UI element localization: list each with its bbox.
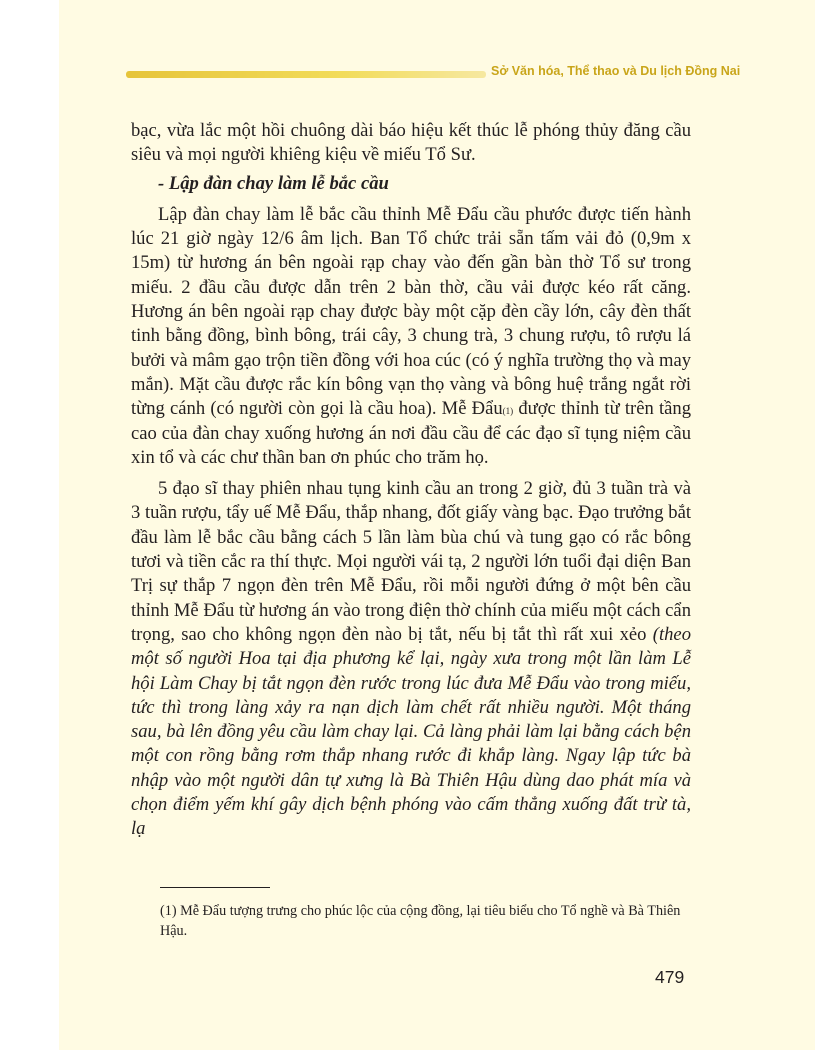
footnote [160,901,695,941]
page-number: 479 [655,967,685,987]
section-heading: - Lập đàn chay làm lễ bắc cầu [158,172,389,194]
paragraph-lap-dan-chay [131,203,691,470]
header-accent-bar [126,71,486,78]
book-page [59,0,815,1050]
footnote-text: (1) Mễ Đẩu tượng trưng cho phúc lộc của cộng đồng, lại tiêu biểu cho Tổ nghề và Bà Thiên Hậu. [160,903,681,939]
running-header: Sở Văn hóa, Thể thao và Du lịch Đồng Nai [491,64,741,78]
paragraph-italic-text: (theo một số người Hoa tại địa phương kể lại, ngày xưa trong một lần làm Lễ hội Làm Chay bị tắt ngọn đèn rước trong lúc đưa Mễ Đẩu vào trong miếu, tức thì trong làng xảy ra nạn dịch làm chết rất nhiều người. Một tháng sau, bà lên đồng yêu cầu làm chay lại. Cả làng phải làm lại bằng cách bện một con rồng bằng rơm thắp nhang rước đi khắp làng. Ngay lập tức bà nhập vào một người dân tự xưng là Bà Thiên Hậu dùng dao phát mía và chọn điểm yếm khí gây dịch bệnh phóng vào cấm thẳng xuống đất trừ tà, lạ [131,623,691,840]
paragraph-text: được thỉnh từ trên tầng cao của đàn chay xuống hương án nơi đầu cầu để các đạo sĩ tụng niệm cầu xin tổ và các chư thần ban ơn phúc cho trăm họ. [131,398,691,468]
main-text [131,119,691,842]
paragraph-text: 5 đạo sĩ thay phiên nhau tụng kinh cầu an trong 2 giờ, đủ 3 tuần trà và 3 tuần rượu, tẩy uế Mễ Đẩu, thắp nhang, đốt giấy vàng bạc. Đạo trưởng bắt đầu làm lễ bắc cầu bằng cách 5 lần làm bùa chú và tung gạo có rắc bông tươi và tiền cắc ra thí thực. Mọi người vái tạ, 2 người lớn tuổi đại diện Ban Trị sự thắp 7 ngọn đèn trên Mễ Đẩu, rồi mỗi người đứng ở một bên cầu thỉnh Mễ Đẩu từ hương án vào trong điện thờ chính của miếu một cách cẩn trọng, sao cho không ngọn đèn nào bị tắt, nếu bị tắt thì rất xui xẻo [131,478,691,645]
footnote-divider [160,887,270,888]
paragraph-dao-si [131,477,691,841]
paragraph-text: Lập đàn chay làm lễ bắc cầu thỉnh Mễ Đẩu cầu phước được tiến hành lúc 21 giờ ngày 12/6 âm lịch. Ban Tổ chức trải sẵn tấm vải đỏ (0,9m x 15m) từ hương án bên ngoài rạp chay vào đến gần bàn thờ Tổ sư trong miếu. 2 đầu cầu được dẫn trên 2 bàn thờ, cầu vải được kéo rất căng. Hương án bên ngoài rạp chay được bày một cặp đèn cầy lớn, cây đèn thất tinh bằng đồng, bình bông, trái cây, 3 chung trà, 3 chung rượu, tô rượu lá bưởi và mâm gạo trộn tiền đồng với hoa cúc (có ý nghĩa trường thọ và may mắn). Mặt cầu được rắc kín bông vạn thọ vàng và bông huệ trắng ngắt rời từng cánh (có người còn gọi là cầu hoa). Mễ Đẩu [131,203,691,420]
footnote-marker: (1) [502,406,514,417]
paragraph-continued: bạc, vừa lắc một hồi chuông dài báo hiệu kết thúc lễ phóng thủy đăng cầu siêu và mọi người khiêng kiệu về miếu Tổ Sư. [131,120,691,166]
